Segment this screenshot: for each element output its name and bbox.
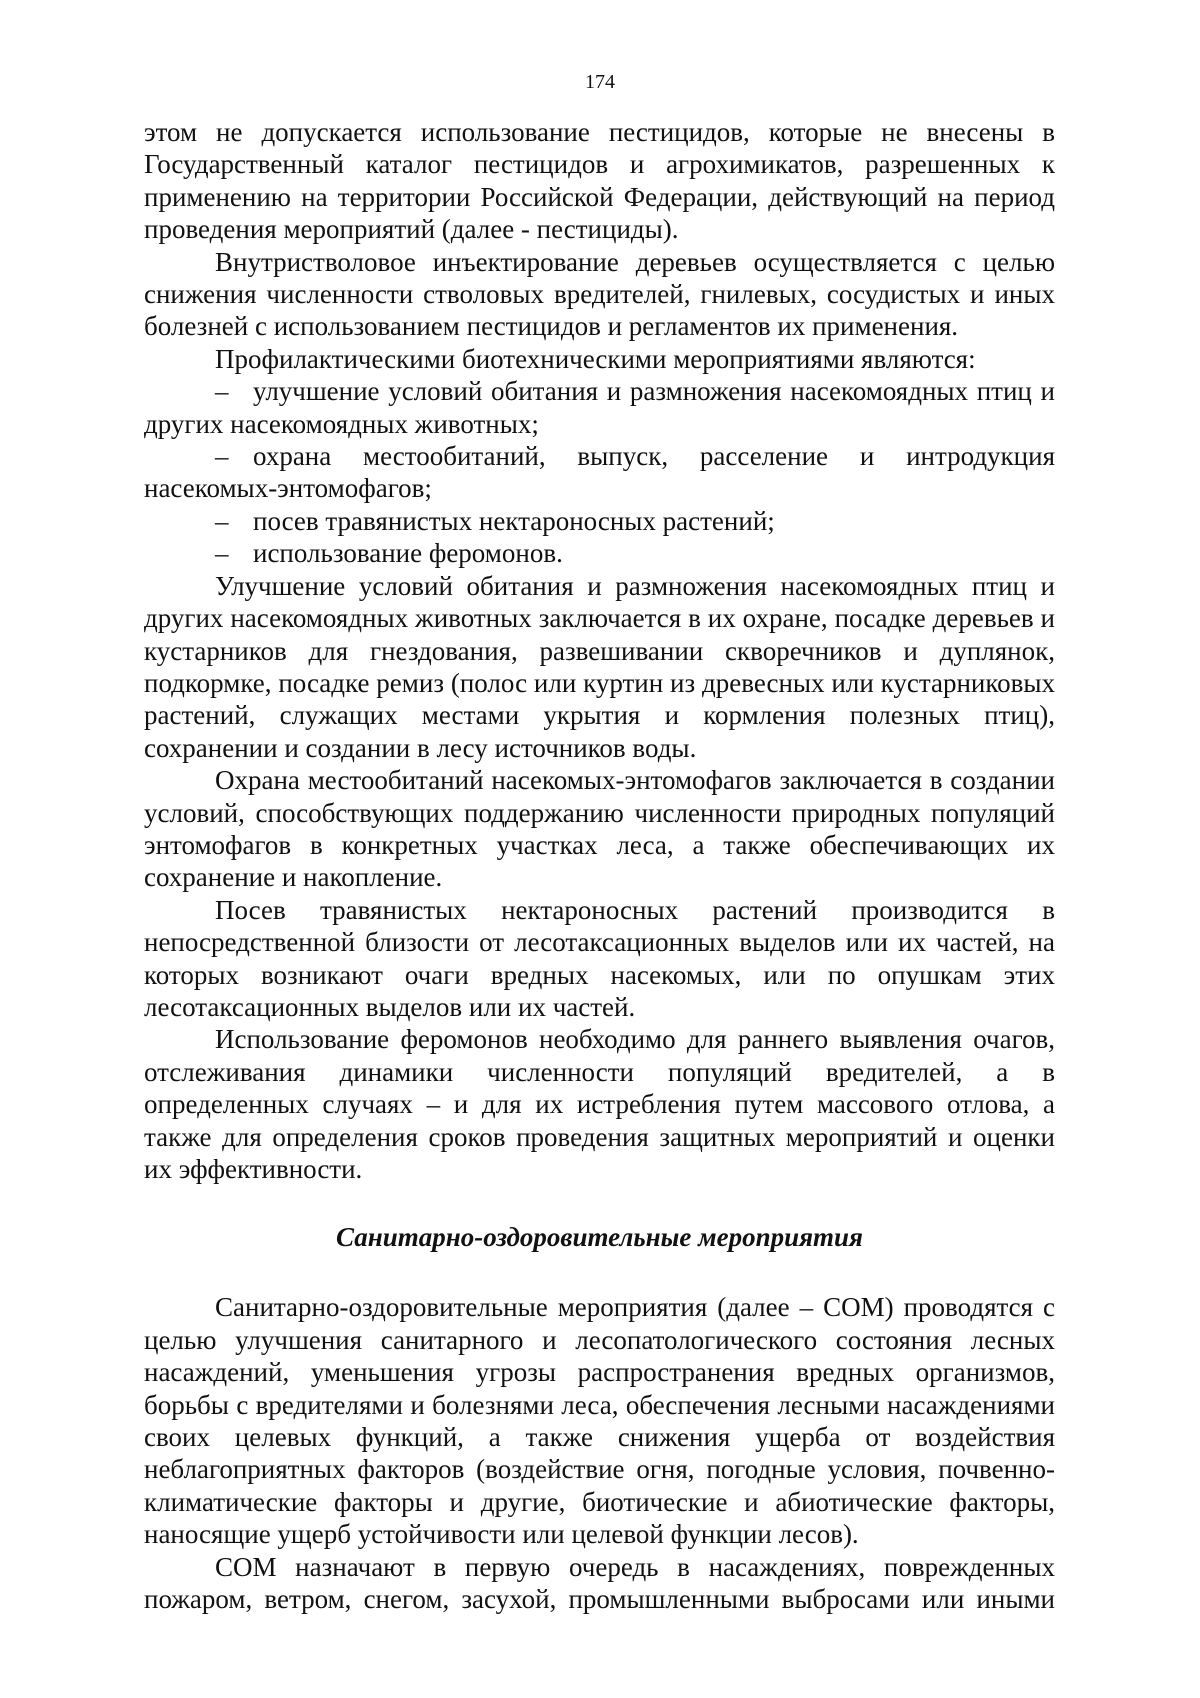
paragraph-entomophages-protection: Охрана местообитаний насекомых-энтомофагов заключается в создании условий, способствующих поддержанию численности природных популяций энтомофагов в конкретных участках леса, а также обеспечивающих их сохранение и накопление. [144, 765, 1055, 893]
list-item-text: охрана местообитаний, выпуск, расселение и интродукция насекомых-энтомофагов; [144, 441, 1055, 504]
paragraph-pheromones: Использование феромонов необходимо для раннего выявления очагов, отслеживания динамики численности популяций вредителей, а в определенных случаях – и для их истребления путем массового отлова, а также для определения сроков проведения защитных мероприятий и оценки их эффективности. [144, 1024, 1055, 1184]
page-number: 174 [585, 71, 615, 93]
list-item-text: улучшение условий обитания и размножения насекомоядных птиц и других насекомоядных животных; [144, 376, 1055, 439]
document-body [144, 116, 1055, 1615]
paragraph-som-definition: Санитарно-оздоровительные мероприятия (далее – СОМ) проводятся с целью улучшения санитарного и лесопатологического состояния лесных насаждений, уменьшения угрозы распространения вредных организмов, борьбы с вредителями и болезнями леса, обеспечения лесными насаждениями своих целевых функций, а также снижения ущерба от воздействия неблагоприятных факторов (воздействие огня, погодные условия, почвенно-климатические факторы и другие, биотические и абиотические факторы, наносящие ущерб устойчивости или целевой функции лесов). [144, 1292, 1055, 1550]
list-item-text: посев травянистых нектароносных растений; [253, 505, 775, 536]
paragraph-som-priority: СОМ назначают в первую очередь в насаждениях, поврежденных пожаром, ветром, снегом, засухой, промышленными выбросами или иными [144, 1551, 1055, 1615]
paragraph-nectar-plants: Посев травянистых нектароносных растений производится в непосредственной близости от лесотаксационных выделов или их частей, на которых возникают очаги вредных насекомых, или по опушкам этих лесотаксационных выделов или их частей. [144, 894, 1055, 1022]
paragraph-pesticides-continuation: этом не допускается использование пестицидов, которые не внесены в Государственный каталог пестицидов и агрохимикатов, разрешенных к применению на территории Российской Федерации, действующий на период проведения мероприятий (далее - пестициды). [144, 117, 1055, 245]
dash-marker: – [215, 538, 229, 569]
paragraph-trunk-injection: Внутристволовое инъектирование деревьев осуществляется с целью снижения численности стволовых вредителей, гнилевых, сосудистых и иных болезней с использованием пестицидов и регламентов их применения. [144, 246, 1055, 342]
paragraph-biotech-intro: Профилактическими биотехническими мероприятиями являются: [215, 343, 976, 374]
dash-marker: – [215, 376, 229, 407]
list-item [144, 440, 1055, 505]
biotech-measures-list [144, 375, 1055, 569]
list-item [144, 537, 1055, 569]
dash-marker: – [215, 505, 229, 536]
list-item-text: использование феромонов. [253, 538, 563, 569]
list-item [144, 505, 1055, 537]
list-item [144, 375, 1055, 440]
dash-marker: – [215, 441, 229, 472]
paragraph-birds-habitat: Улучшение условий обитания и размножения насекомоядных птиц и других насекомоядных животных заключается в их охране, посадке деревьев и кустарников для гнездования, развешивании скворечников и дуплянок, подкормке, посадке ремиз (полос или куртин из древесных или кустарниковых растений, служащих местами укрытия и кормления полезных птиц), сохранении и создании в лесу источников воды. [144, 570, 1055, 763]
section-heading: Санитарно-оздоровительные мероприятия [336, 1222, 863, 1253]
